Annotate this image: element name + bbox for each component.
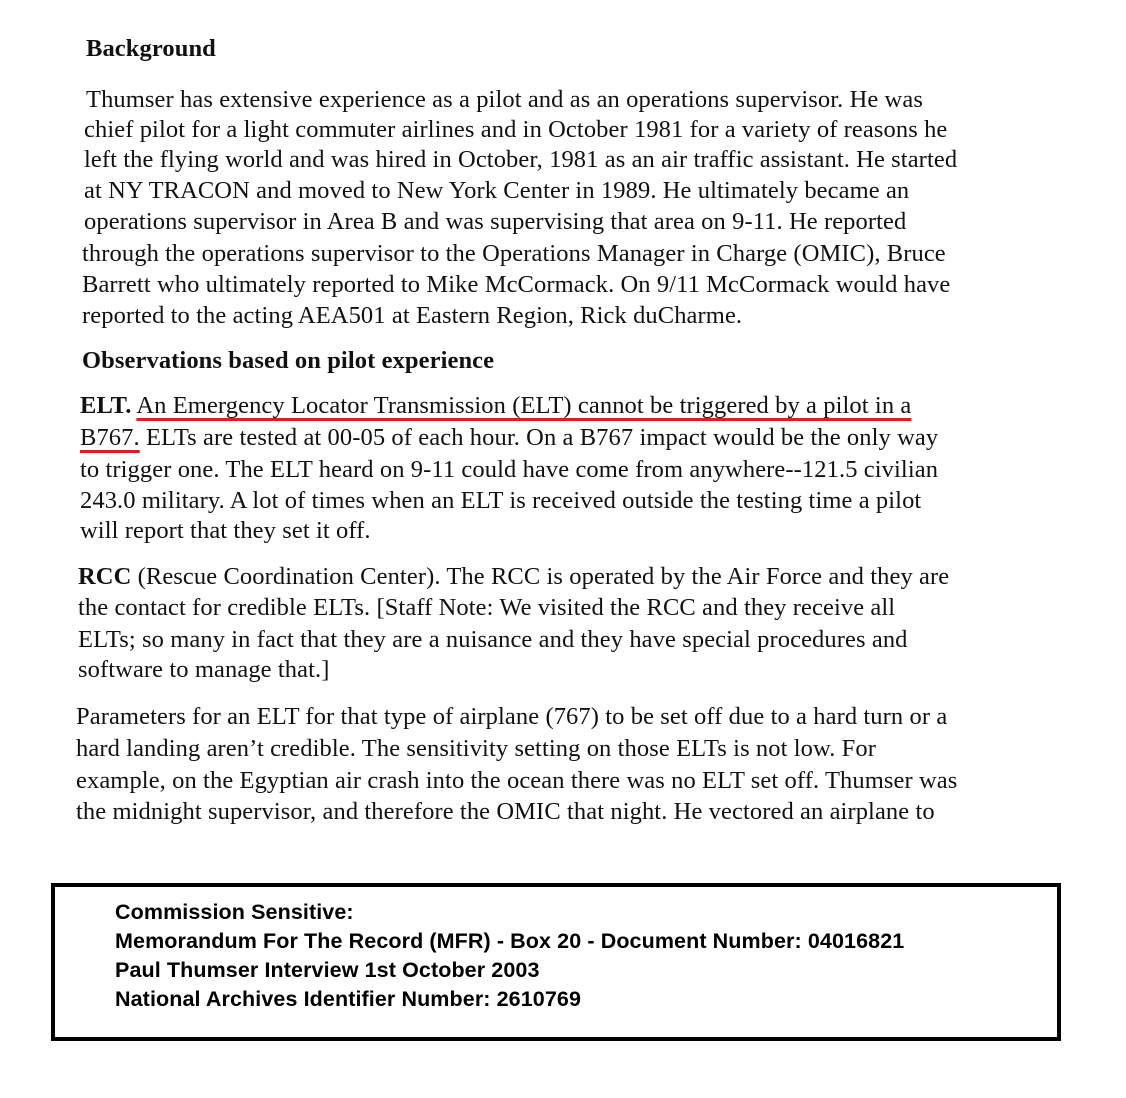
rcc-line-1-rest: (Rescue Coordination Center). The RCC is operated by the Air Force and they are <box>131 563 950 590</box>
background-line-1: Thumser has extensive experience as a pilot and as an operations supervisor. He was <box>86 86 923 113</box>
background-line-6: through the operations supervisor to the Operations Manager in Charge (OMIC), Bruce <box>82 240 946 267</box>
background-heading: Background <box>86 35 216 62</box>
elt-line-5: will report that they set it off. <box>80 517 371 544</box>
background-line-3: left the flying world and was hired in October, 1981 as an air traffic assistant. He started <box>84 146 958 173</box>
parameters-line-4: the midnight supervisor, and therefore the OMIC that night. He vectored an airplane to <box>76 798 935 825</box>
rcc-line-3: ELTs; so many in fact that they are a nuisance and they have special procedures and <box>78 626 908 653</box>
background-line-5: operations supervisor in Area B and was supervising that area on 9-11. He reported <box>84 208 907 235</box>
rcc-line-4: software to manage that.] <box>78 656 330 683</box>
footer-line-identifier: National Archives Identifier Number: 2610769 <box>115 987 582 1011</box>
elt-line-2 <box>80 423 938 453</box>
elt-underlined-claim: An Emergency Locator Transmission (ELT) cannot be triggered by a pilot in a <box>136 392 912 419</box>
elt-line-2-rest: ELTs are tested at 00-05 of each hour. On a B767 impact would be the only way <box>139 424 939 451</box>
commission-sensitive-box <box>51 883 1061 1041</box>
background-line-4: at NY TRACON and moved to New York Center in 1989. He ultimately became an <box>84 177 910 204</box>
rcc-line-2: the contact for credible ELTs. [Staff Note: We visited the RCC and they receive all <box>78 594 896 621</box>
footer-line-interview: Paul Thumser Interview 1st October 2003 <box>115 958 540 982</box>
rcc-lead: RCC <box>78 563 132 590</box>
footer-line-classification: Commission Sensitive: <box>115 900 354 924</box>
background-line-8: reported to the acting AEA501 at Eastern Region, Rick duCharme. <box>82 302 743 329</box>
footer-line-mfr: Memorandum For The Record (MFR) - Box 20 - Document Number: 04016821 <box>115 929 905 953</box>
elt-line-1 <box>80 391 911 421</box>
parameters-line-3: example, on the Egyptian air crash into the ocean there was no ELT set off. Thumser was <box>76 767 958 794</box>
elt-line-4: 243.0 military. A lot of times when an ELT is received outside the testing time a pilot <box>80 487 922 514</box>
elt-underlined-b767: B767. <box>80 424 140 451</box>
elt-line-3: to trigger one. The ELT heard on 9-11 could have come from anywhere--121.5 civilian <box>80 456 939 483</box>
elt-lead: ELT. <box>80 392 132 419</box>
background-line-7: Barrett who ultimately reported to Mike McCormack. On 9/11 McCormack would have <box>82 271 951 298</box>
background-line-2: chief pilot for a light commuter airlines and in October 1981 for a variety of reasons he <box>84 116 948 143</box>
rcc-line-1 <box>78 562 949 592</box>
observations-heading: Observations based on pilot experience <box>82 347 495 374</box>
parameters-line-2: hard landing aren’t credible. The sensitivity setting on those ELTs is not low. For <box>76 735 877 762</box>
parameters-line-1: Parameters for an ELT for that type of airplane (767) to be set off due to a hard turn or a <box>76 703 948 730</box>
